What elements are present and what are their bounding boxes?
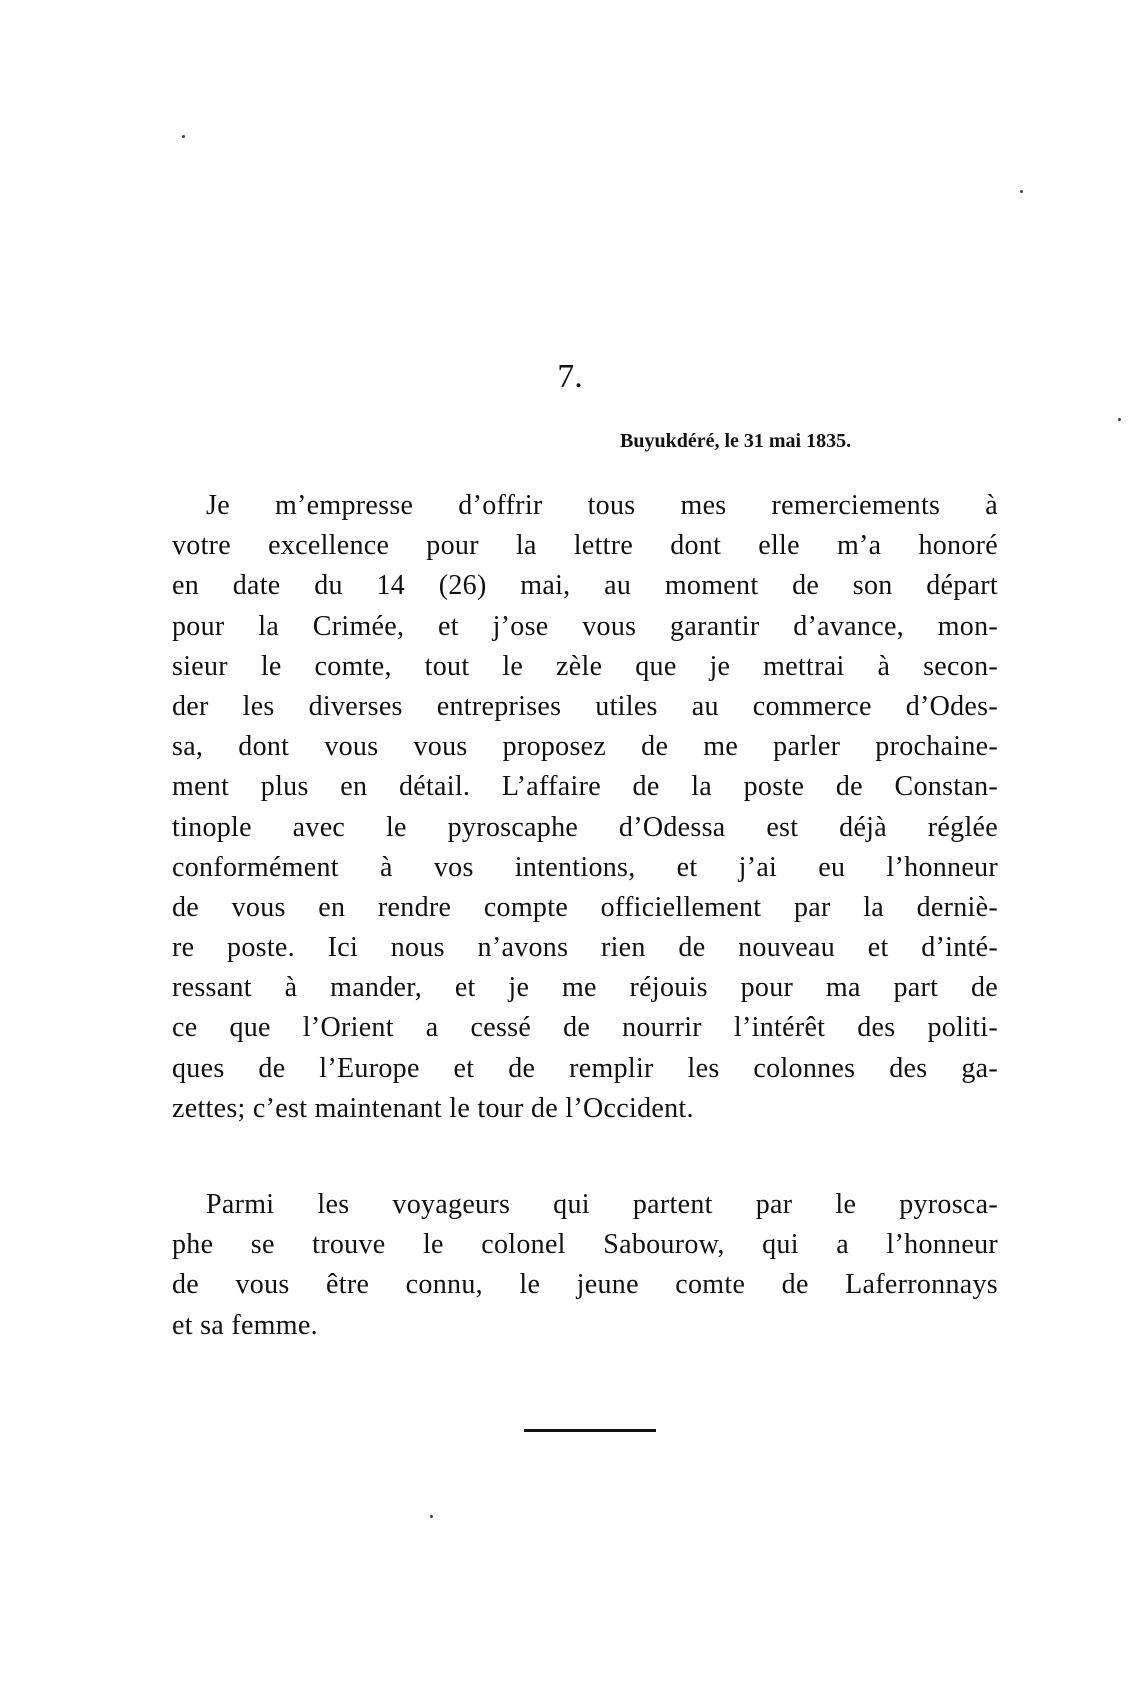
text-line: sieur le comte, tout le zèle que je mettrai à secon- — [172, 650, 998, 682]
text-line: Je m’empresse d’offrir tous mes remerciements à — [206, 490, 998, 521]
speck — [430, 1515, 433, 1518]
section-divider-rule — [524, 1429, 656, 1432]
text-line: Parmi les voyageurs qui partent par le pyrosca- — [206, 1189, 998, 1220]
speck — [1118, 418, 1121, 421]
text-line: de vous en rendre compte officiellement par la derniè- — [172, 891, 998, 923]
paragraph-2 — [172, 1185, 998, 1346]
text-line: der les diverses entreprises utiles au commerce d’Odes- — [172, 690, 998, 722]
text-line: ment plus en détail. L’affaire de la poste de Constan- — [172, 771, 998, 803]
text-line: et sa femme. — [172, 1309, 318, 1341]
text-line: ques de l’Europe et de remplir les colonnes des ga- — [172, 1052, 998, 1084]
text-line: re poste. Ici nous n’avons rien de nouveau et d’inté- — [172, 932, 998, 964]
speck — [182, 135, 185, 138]
text-line: conformément à vos intentions, et j’ai eu l’honneur — [172, 851, 998, 883]
dateline: Buyukdéré, le 31 mai 1835. — [620, 430, 852, 452]
text-line: votre excellence pour la lettre dont elle m’a honoré — [172, 530, 998, 562]
text-line: tinople avec le pyroscaphe d’Odessa est déjà réglée — [172, 811, 998, 843]
text-line: ressant à mander, et je me réjouis pour ma part de — [172, 972, 998, 1004]
text-line: phe se trouve le colonel Sabourow, qui a l’honneur — [172, 1229, 998, 1261]
letter-number: 7. — [557, 358, 583, 395]
text-line: ce que l’Orient a cessé de nourrir l’intérêt des politi- — [172, 1012, 998, 1044]
text-line: zettes; c’est maintenant le tour de l’Occident. — [172, 1092, 694, 1124]
text-line: sa, dont vous vous proposez de me parler prochaine- — [172, 731, 998, 763]
paragraph-1 — [172, 486, 998, 1129]
text-line: pour la Crimée, et j’ose vous garantir d’avance, mon- — [172, 610, 998, 642]
speck — [1020, 190, 1023, 193]
text-line: de vous être connu, le jeune comte de Laferronnays — [172, 1269, 998, 1301]
text-line: en date du 14 (26) mai, au moment de son départ — [172, 570, 998, 602]
